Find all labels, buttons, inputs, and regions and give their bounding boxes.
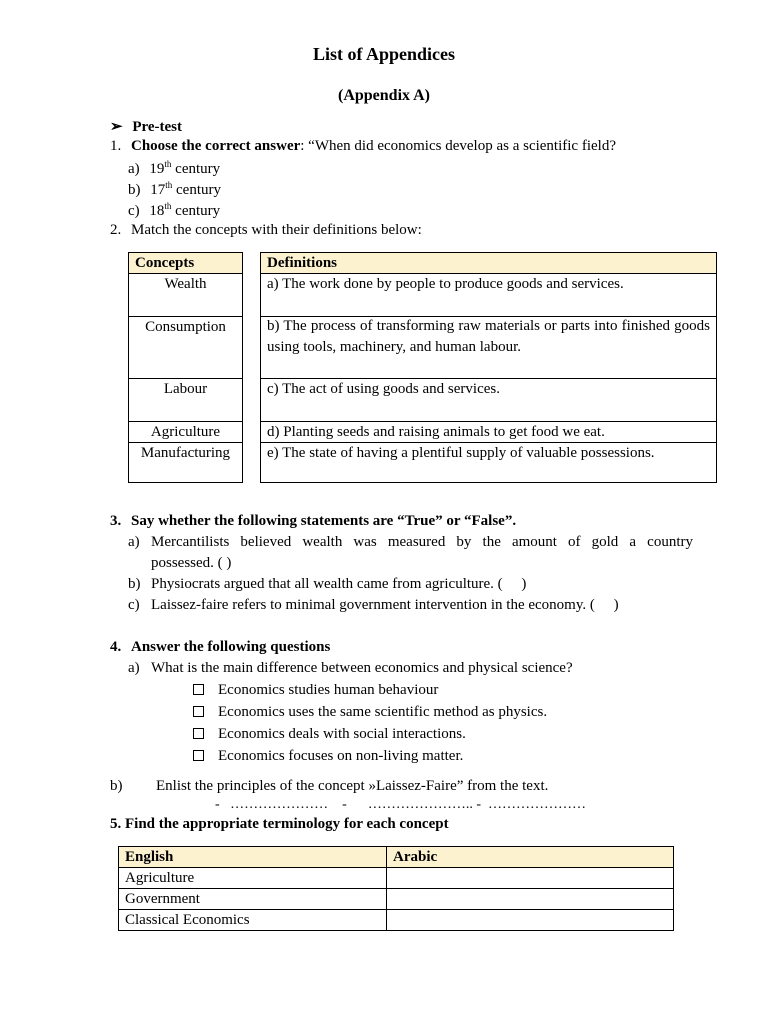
concept-wealth: Wealth [164,276,207,292]
table-header-row [119,847,674,868]
option-number: 18 [149,203,165,219]
term-arabic-input[interactable] [387,910,674,931]
q3-item-b-letter: b) [128,576,141,592]
term-english: Government [119,889,387,910]
q1-text: : “When did economics develop as a scientific field? [300,138,616,154]
checkbox-icon[interactable] [193,684,204,695]
choice-2[interactable] [193,704,547,721]
concept-labour: Labour [163,381,208,397]
table-row [119,868,674,889]
question-3 [110,513,516,530]
q3-item-a-text: Mercantilists believed wealth was measured by the amount of gold a country [151,534,693,550]
concepts-header: Concepts [129,253,242,273]
term-english: Classical Economics [119,910,387,931]
option-word: century [172,182,221,198]
answer-blanks[interactable]: - ………………… - ………………….. - ………………… [215,797,586,812]
checkbox-icon[interactable] [193,728,204,739]
table-row [119,910,674,931]
definition-e: e) The state of having a plentiful supply of valuable possessions. [267,445,655,461]
question-5: 5. Find the appropriate terminology for each concept [110,816,449,832]
option-letter: c) [128,203,140,219]
terminology-table [118,846,674,931]
question-1 [110,138,616,155]
option-number: 19 [149,161,165,177]
q4-a-text: What is the main difference between economics and physical science? [151,660,573,676]
option-word: century [171,203,221,219]
q4-b-letter: b) [110,778,123,794]
option-sup: th [165,180,173,190]
definition-c: c) The act of using goods and services. [267,381,500,397]
q1-number: 1. [110,138,122,154]
q3-item-b-text: Physiocrats argued that all wealth came from agriculture. ( ) [151,576,527,592]
definition-a: a) The work done by people to produce goods and services. [267,276,624,292]
choice-label: Economics studies human behaviour [218,682,439,698]
checkbox-icon[interactable] [193,706,204,717]
q4-text: Answer the following questions [131,639,331,655]
option-letter: a) [128,161,140,177]
option-letter: b) [128,182,141,198]
choice-label: Economics deals with social interactions. [218,726,466,742]
q3-item-c-text: Laissez-faire refers to minimal government intervention in the economy. ( ) [151,597,619,613]
pretest-heading [110,117,182,136]
option-number: 17 [150,182,166,198]
term-arabic-input[interactable] [387,868,674,889]
choice-label: Economics focuses on non-living matter. [218,748,464,764]
q2-text: Match the concepts with their definitions below: [131,222,422,238]
q3-text: Say whether the following statements are “True” or “False”. [131,513,517,529]
definition-b: b) The process of transforming raw materials or parts into finished goods using tools, machinery, and human labour. [267,318,710,355]
q4-number: 4. [110,639,122,655]
definitions-header: Definitions [261,253,716,273]
option-word: century [171,161,221,177]
q1-option-b [128,180,221,199]
q4-a-letter: a) [128,660,140,676]
q3-item-a-cont: possessed. ( ) [151,555,232,571]
arrow-bullet-icon: ➢ [110,119,123,135]
concept-manufacturing: Manufacturing [140,445,231,461]
concept-consumption: Consumption [145,319,226,335]
checkbox-icon[interactable] [193,750,204,761]
appendix-subtitle: (Appendix A) [337,87,431,104]
col-english: English [119,847,387,868]
table-row [119,889,674,910]
q1-bold: Choose the correct answer [131,138,301,154]
definition-d: d) Planting seeds and raising animals to get food we eat. [267,424,605,440]
choice-3[interactable] [193,726,466,743]
q1-option-c [128,201,220,220]
choice-1[interactable] [193,682,438,699]
choice-4[interactable] [193,748,463,765]
term-arabic-input[interactable] [387,889,674,910]
concept-agriculture: Agriculture [150,424,221,440]
q3-item-c-letter: c) [128,597,140,613]
pretest-label: Pre-test [132,119,183,135]
option-sup: th [164,159,172,169]
col-arabic: Arabic [387,847,674,868]
q1-option-a [128,159,220,178]
option-sup: th [164,201,172,211]
q2-number: 2. [110,222,122,238]
q3-item-a-letter: a) [128,534,140,550]
q4-b-text: Enlist the principles of the concept »Laissez-Faire” from the text. [156,778,549,794]
q3-number: 3. [110,513,122,529]
question-2 [110,222,422,239]
term-english: Agriculture [119,868,387,889]
question-4 [110,639,330,656]
choice-label: Economics uses the same scientific method as physics. [218,704,548,720]
page-title: List of Appendices [312,44,456,64]
